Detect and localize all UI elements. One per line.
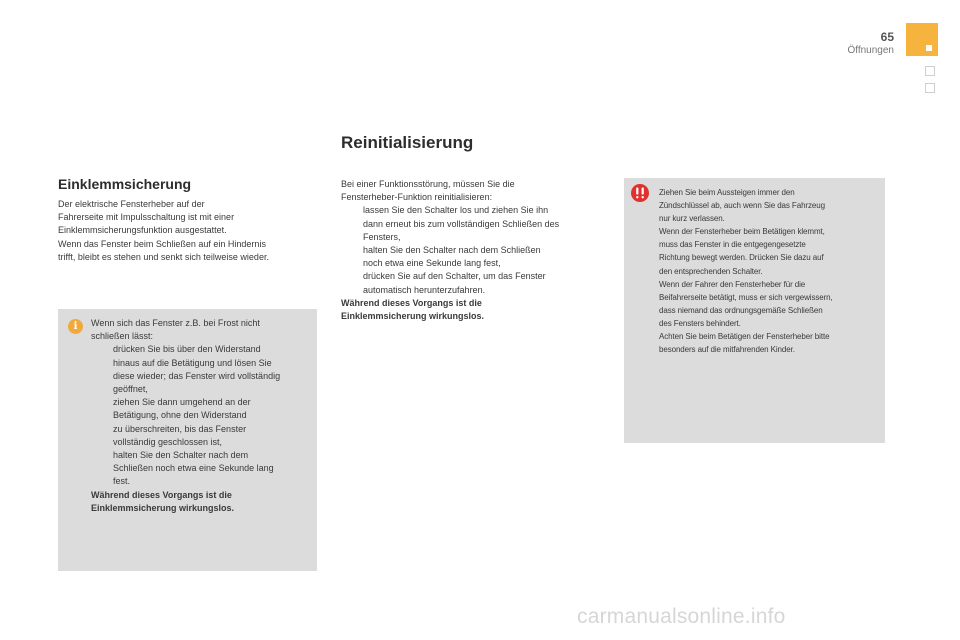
reinit-bullet: lassen Sie den Schalter los und ziehen Sie ihn	[363, 205, 549, 216]
warning-line: muss das Fenster in die entgegengesetzte	[659, 240, 806, 250]
reinit-bullet-cont: noch etwa eine Sekunde lang fest,	[363, 258, 501, 269]
einklemm-line: Fahrerseite mit Impulsschaltung ist mit einer	[58, 212, 235, 223]
info-bullet-cont: diese wieder; das Fenster wird vollständig	[113, 370, 281, 381]
reinit-bold: Während dieses Vorgangs ist die	[341, 297, 482, 308]
reinit-title: Reinitialisierung	[341, 133, 474, 152]
warning-line: dass niemand das ordnungsgemäße Schließen	[659, 305, 823, 315]
nav-square-icon[interactable]	[925, 66, 935, 76]
warning-line: Zündschlüssel ab, auch wenn Sie das Fahrzeug	[659, 201, 825, 211]
einklemm-line: Wenn das Fenster beim Schließen auf ein Hindernis	[58, 238, 266, 249]
warning-line: Ziehen Sie beim Aussteigen immer den	[659, 188, 795, 197]
warning-line: besonders auf die mitfahrenden Kinder.	[659, 345, 795, 355]
reinit-bullet-cont: automatisch herunterzufahren.	[363, 284, 486, 295]
watermark-text: carmanualsonline.info	[577, 605, 786, 628]
einklemm-text	[58, 198, 269, 264]
info-bullet: ziehen Sie dann umgehend an der	[113, 397, 251, 408]
chapter-tab[interactable]	[906, 23, 938, 56]
info-bullet-cont: Betätigung, ohne den Widerstand	[113, 410, 247, 421]
info-bullet-cont: fest.	[113, 476, 131, 487]
reinit-bullet-cont: dann erneut bis zum vollständigen Schließen des	[363, 218, 560, 229]
warning-line: Beifahrerseite betätigt, muss er sich vergewissern,	[659, 292, 833, 302]
info-icon: i	[68, 319, 83, 334]
reinit-bold: Einklemmsicherung wirkungslos.	[341, 311, 485, 322]
reinit-bullet: drücken Sie auf den Schalter, um das Fenster	[363, 271, 546, 282]
einklemm-line: Der elektrische Fensterheber auf der	[58, 199, 205, 209]
reinit-line: Fensterheber-Funktion reinitialisieren:	[341, 192, 493, 203]
warning-line: Richtung bewegt werden. Drücken Sie dazu auf	[659, 253, 824, 263]
info-bold: Während dieses Vorgangs ist die	[91, 489, 232, 500]
info-bullet-cont: geöffnet,	[113, 384, 148, 395]
warning-box-text	[659, 186, 833, 356]
reinit-bullet-cont: Fensters,	[363, 231, 401, 242]
warning-line: des Fensters behindert.	[659, 318, 741, 328]
info-box-text	[91, 317, 280, 515]
info-bold: Einklemmsicherung wirkungslos.	[91, 502, 235, 513]
tab-square-icon	[926, 45, 932, 51]
nav-square-icon[interactable]	[925, 83, 935, 93]
info-line: Wenn sich das Fenster z.B. bei Frost nicht	[91, 318, 260, 328]
warning-icon	[631, 184, 649, 202]
warning-line: Wenn der Fensterheber beim Betätigen klemmt,	[659, 227, 825, 237]
einklemm-title: Einklemmsicherung	[58, 176, 192, 192]
einklemm-line: Einklemmsicherungsfunktion ausgestattet.	[58, 225, 227, 236]
warning-line: nur kurz verlassen.	[659, 214, 725, 224]
reinit-bullet: halten Sie den Schalter nach dem Schließen	[363, 245, 541, 256]
reinit-text	[341, 178, 559, 323]
einklemm-line: trifft, bleibt es stehen und senkt sich teilweise wieder.	[58, 251, 269, 262]
warning-line: den entsprechenden Schalter.	[659, 266, 763, 276]
warning-line: Wenn der Fahrer den Fensterheber für die	[659, 279, 806, 289]
section-label: Öffnungen	[847, 45, 894, 56]
info-bullet-cont: vollständig geschlossen ist,	[113, 436, 223, 447]
info-bullet: halten Sie den Schalter nach dem	[113, 450, 249, 461]
info-bullet-cont: zu überschreiten, bis das Fenster	[113, 423, 247, 434]
info-bullet-cont: Schließen noch etwa eine Sekunde lang	[113, 463, 274, 474]
info-line: schließen lässt:	[91, 331, 154, 342]
reinit-line: Bei einer Funktionsstörung, müssen Sie die	[341, 179, 515, 189]
warning-line: Achten Sie beim Betätigen der Fensterheber bitte	[659, 332, 830, 342]
page-number: 65	[880, 30, 894, 44]
info-bullet: drücken Sie bis über den Widerstand	[113, 344, 261, 355]
info-bullet-cont: hinaus auf die Betätigung und lösen Sie	[113, 357, 272, 368]
